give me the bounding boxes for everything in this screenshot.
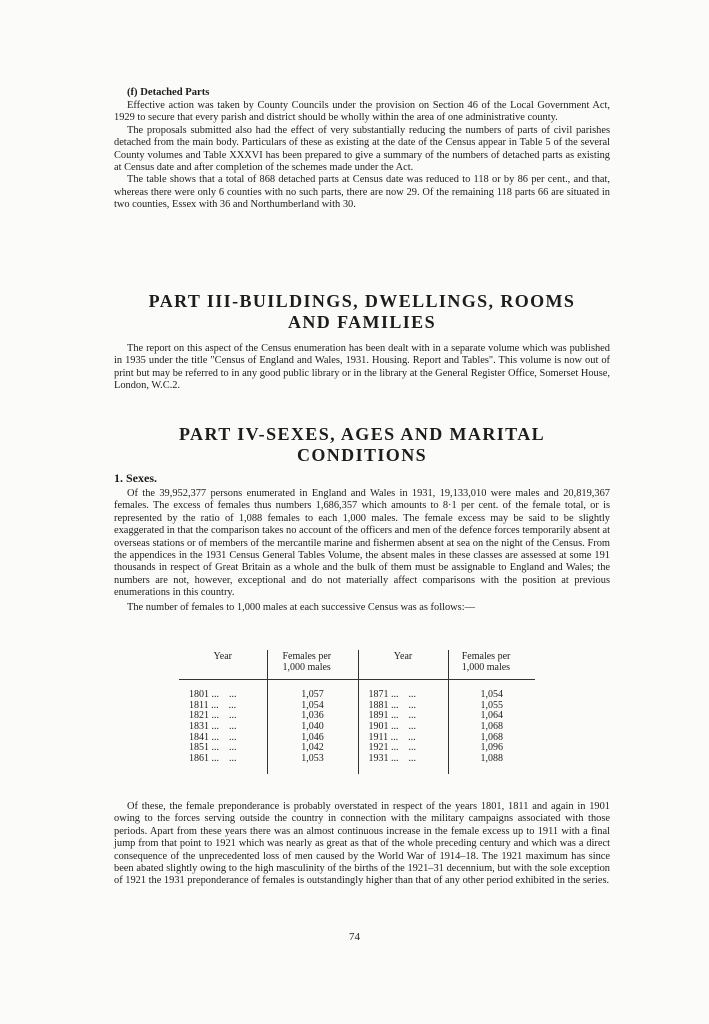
table-row [179, 754, 535, 765]
table-header-year-1: Year [179, 650, 267, 680]
table-header-year-2: Year [358, 650, 448, 680]
detached-parts-paragraph-3: The table shows that a total of 868 detached parts at Census date was reduced to 118 or by 86 per cent., and that, whereas there were only 6 counties with no such parts, there are now 29. Of the remaining 118 parts 66 are situated in two counties, Essex with 36 and Northumberland with 30. [114, 174, 610, 211]
table-cell-year: 1831 ... ... [179, 722, 267, 733]
table-cell-year: 1931 ... ... [358, 754, 448, 765]
table-cell-value: 1,064 [480, 710, 503, 722]
part-four-title-line-2: CONDITIONS [296, 445, 428, 465]
sexes-paragraph-1: Of the 39,952,377 persons enumerated in England and Wales in 1931, 19,133,010 were males and 20,819,367 females. The excess of females thus numbers 1,686,357 which amounts to 8·1 per cent. of the female total, or is represented by the ratio of 1,088 females to each 1,000 males. The female excess may be said to be slightly exaggerated in that the comparison takes no account of the officers and men of the defence forces temporarily absent at overseas stations or of members of the mercantile marine and fishermen absent at sea on the night of the Census. From the appendices in the 1931 Census General Tables Volume, the absent males in these classes are assessed at some 191 thousands in respect of Great Britain as a whole and the bulk of them must be assignable to England and Wales; the numbers are not, however, exceptional and do not materially affect comparisons with the position at previous enumerations in this country. [114, 488, 610, 599]
table-cell-year: 1921 ... ... [358, 743, 448, 754]
part-four-title-line-1: PART IV-SEXES, AGES AND MARITAL [179, 424, 545, 444]
table-header-females-1: Females per 1,000 males [267, 650, 358, 680]
detached-parts-heading: (f) Detached Parts [127, 87, 210, 98]
table-header-row [179, 650, 535, 680]
sexes-paragraph-3: Of these, the female preponderance is probably overstated in respect of the years 1801, 1811 and again in 1901 owing to the forces serving outside the country in connection with the military campaigns associated with those periods. Apart from these years there was an almost continuous increase in the female excess up to 1911 with a final jump from that point to 1921 which was nearly as great as that of the whole preceding century and which was a direct consequence of the unprecedented loss of men caused by the World War of 1914–18. The 1921 maximum has since been abated slightly owing to the high masculinity of the births of the 1921–31 decennium, but with the sole exception of 1921 the 1931 preponderance of females is outstandingly higher than that of any other period exhibited in the series. [114, 801, 610, 887]
table-cell-year: 1881 ... ... [358, 701, 448, 712]
table-cell-value: 1,088 [480, 752, 503, 764]
table-cell-value: 1,096 [480, 742, 503, 754]
table-cell-value: 1,068 [480, 720, 503, 732]
table-cell-value: 1,055 [480, 699, 503, 711]
table-cell-value: 1,054 [480, 689, 503, 701]
table-row [179, 722, 535, 733]
table-cell-value: 1,068 [480, 731, 503, 743]
table-cell-year: 1821 ... ... [179, 711, 267, 722]
part-three-title-line-2: AND FAMILIES [288, 312, 436, 332]
table-cell-year: 1851 ... ... [179, 743, 267, 754]
detached-parts-section [114, 86, 610, 212]
sexes-paragraph-2: The number of females to 1,000 males at each successive Census was as follows:— [127, 601, 475, 613]
section-sexes-heading: 1. Sexes. [114, 471, 157, 485]
table-cell-year: 1891 ... ... [358, 711, 448, 722]
detached-parts-paragraph-2: The proposals submitted also had the effect of very substantially reducing the numbers of parts of civil parishes detached from the main body. Particulars of these as existing at the date of the Census appear in Table 5 of the several County volumes and Table XXXVI has been prepared to give a summary of the numbers of detached parts as existing at Census date and after completion of the schemes made under the Act. [114, 124, 610, 174]
table-cell-year: 1871 ... ... [358, 690, 448, 701]
table-cell-value: 1,053 [267, 754, 358, 765]
part-three-paragraph: The report on this aspect of the Census enumeration has been dealt with in a separate volume which was published in 1935 under the title "Census of England and Wales, 1931. Housing. Report and Tables". This volume is now out of print but may be referred to in any good public library or in the library at the General Register Office, Somerset House, London, W.C.2. [114, 343, 610, 392]
table-cell-value: 1,054 [267, 701, 358, 712]
table-cell-year: 1811 ... ... [179, 701, 267, 712]
table-cell-value: 1,042 [267, 743, 358, 754]
table-cell-value: 1,040 [267, 722, 358, 733]
table-cell-value: 1,057 [267, 690, 358, 701]
part-three-section [114, 291, 610, 393]
part-four-section [114, 424, 610, 614]
table-cell-year: 1861 ... ... [179, 754, 267, 765]
table-header-females-2: Females per 1,000 males [448, 650, 535, 680]
closing-section [114, 801, 610, 888]
detached-parts-paragraph-1: Effective action was taken by County Councils under the provision on Section 46 of the Local Government Act, 1929 to secure that every parish and district should be wholly within the area of one administrative county. [114, 100, 610, 124]
part-three-title-line-1: PART III-BUILDINGS, DWELLINGS, ROOMS [148, 291, 576, 311]
table-cell-value: 1,036 [267, 711, 358, 722]
page-number: 74 [349, 931, 360, 943]
table-cell-year: 1801 ... ... [179, 690, 267, 701]
table-cell-value: 1,046 [267, 733, 358, 744]
females-per-males-table [179, 650, 535, 774]
table-cell-year: 1901 ... ... [358, 722, 448, 733]
table-cell-year: 1841 ... ... [179, 733, 267, 744]
table-cell-year: 1911 ... ... [358, 733, 448, 744]
